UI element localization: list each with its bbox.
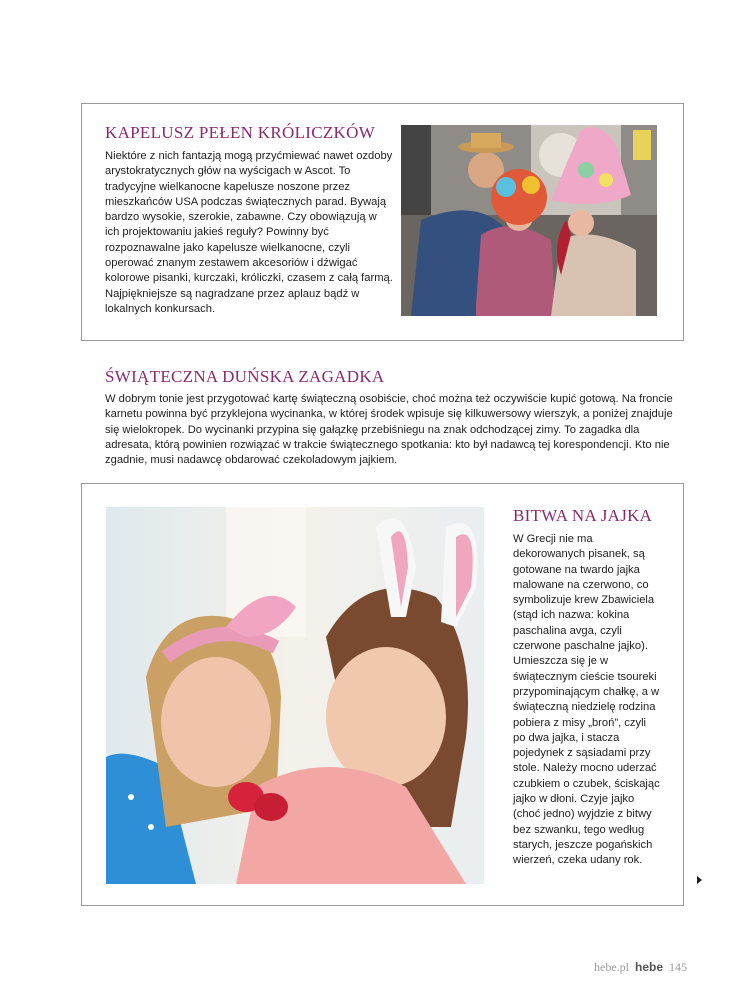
footer-brand-logo: hebe (635, 960, 664, 974)
page-number: 145 (669, 960, 688, 974)
section-heading-hats: KAPELUSZ PEŁEN KRÓLICZKÓW (105, 123, 376, 142)
section-heading-egg-battle: BITWA NA JAJKA (513, 506, 653, 525)
section-body-danish: W dobrym tonie jest przygotować kartę świąteczną osobiście, choć można też oczywiście kupić gotową. Na froncie karnetu powinna być przyklejona wycinanka, w której środek wpisuje się kilkuwersowy wierszyk, a poniżej znajduje się wielokropek. Do wycinanki przypina się gałązkę przebiśniegu na znak odchodzącej zimy. To zagadka dla adresata, którą powinien rozwiązać w trakcie świątecznego spotkania: kto był nadawcą tej korespondencji. Kto nie zgadnie, musi nadawcę obdarować czekoladowym jajkiem. (105, 393, 673, 467)
section-body-egg-battle: W Grecji nie ma dekorowanych pisanek, są gotowane na twardo jajka malowane na czerwono, co symbolizuje krew Zbawiciela (stąd ich nazwa: kokina paschalina avga, czyli czerwone paschalne jajko). Umieszcza się je w świątecznym cieście tsoureki przypominającym chałkę, a w świąteczną niedzielę rodzina pobiera z misy „broń”, czyli po dwa jajka, i stacza pojedynek z sąsiadami przy stole. Należy mocno uderzać czubkiem o czubek, ściskając jajko w dłoni. Czyje jajko (choć jedno) wyjdzie z bitwy bez szwanku, tego według starych, jeszcze pogańskich wierzeń, czeka udany rok. (513, 533, 660, 867)
footer-site: hebe.pl (594, 960, 629, 974)
section-heading-danish: ŚWIĄTECZNA DUŃSKA ZAGADKA (105, 367, 385, 386)
section-body-hats: Niektóre z nich fantazją mogą przyćmiewać nawet ozdoby arystokratycznych głów na wyścigach w Ascot. To tradycyjne wielkanocne kapelusze noszone przez mieszkańców USA podczas świątecznych parad. Bywają bardzo wysokie, szerokie, zabawne. Czy obowiązują w ich projektowaniu jakieś reguły? Powinny być rozpoznawalne jako kapelusze wielkanocne, czyli operować znanym zestawem akcesoriów i dźwigać kolorowe pisanki, kurczaki, króliczki, czasem z całą farmą. Najpiękniejsze są nagradzane przez aplauz bądź w lokalnych konkursach. (105, 150, 393, 315)
page-footer (594, 960, 687, 975)
next-page-arrow-icon (697, 876, 702, 884)
photo-mother-daughter-eggs (106, 507, 484, 884)
photo-easter-parade (401, 125, 657, 316)
